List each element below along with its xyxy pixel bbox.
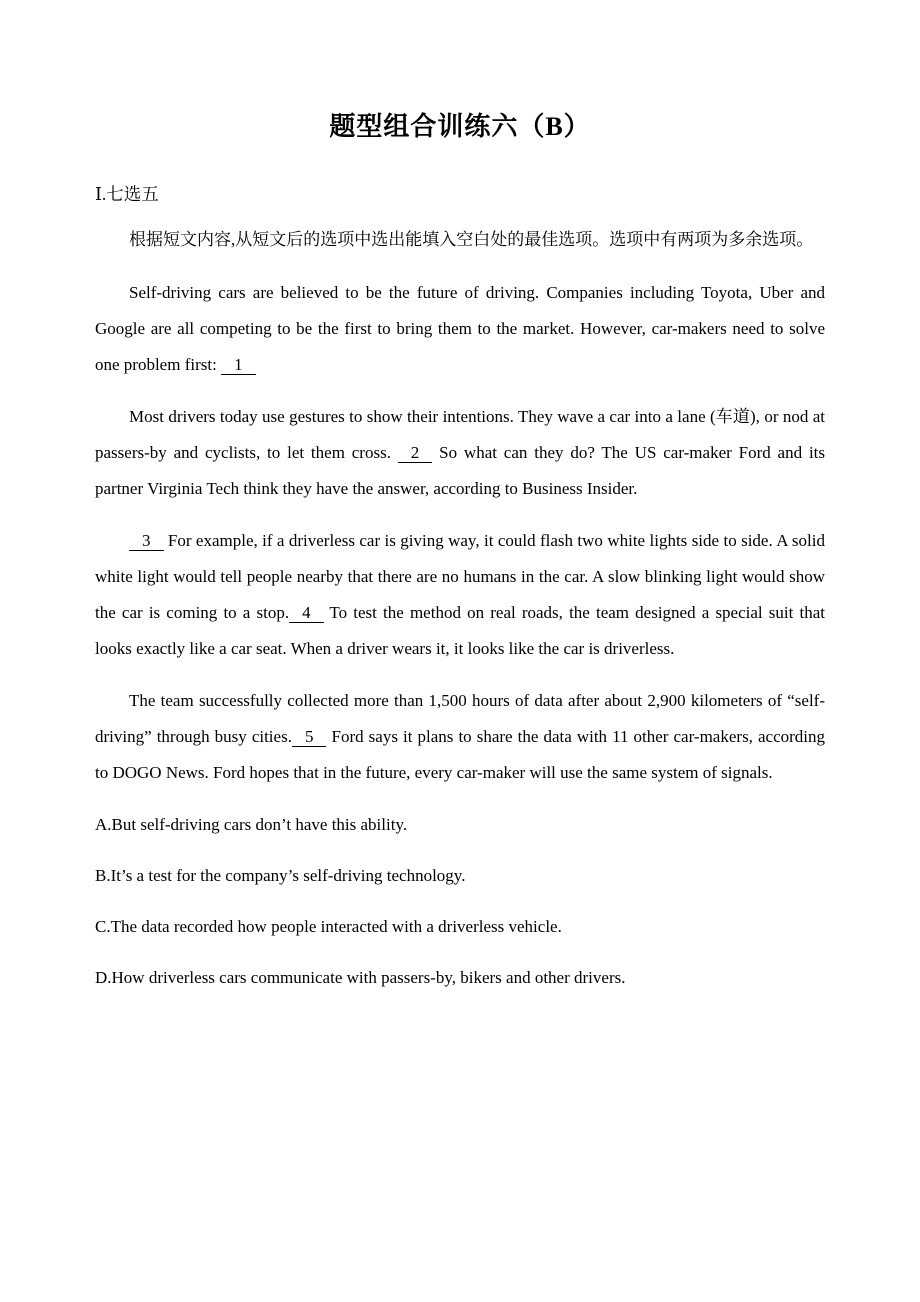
blank-2: 2 [398,443,433,463]
passage-paragraph-2 [95,399,825,507]
paragraph-text: Most drivers today use gestures to show their intentions. They wave a car into a lane (车道), or nod at passers-by and cyclists, to let them cross. [95,407,825,462]
passage-paragraph-4 [95,683,825,791]
passage-paragraph-1 [95,275,825,383]
paragraph-text: For example, if a driverless car is giving way, it could flash two white lights side to side. A solid white light would tell people nearby that there are no humans in the car. A slow blinking light would show the car is coming to a stop. [95,531,825,622]
paragraph-text: Self-driving cars are believed to be the future of driving. Companies including Toyota, Uber and Google are all competing to be the first to bring them to the market. However, car-makers need to solve one problem first: [95,283,825,374]
option-a: A.But self-driving cars don’t have this ability. [95,815,408,834]
passage-paragraph-3 [95,523,825,667]
paragraph-text: So what can they do? The US car-maker Ford and its partner Virginia Tech think they have the answer, according to Business Insider. [95,443,826,498]
paragraph-text: The team successfully collected more than 1,500 hours of data after about 2,900 kilometers of “self-driving” through busy cities. [95,691,825,746]
blank-3: 3 [129,531,164,551]
instructions-text: 根据短文内容,从短文后的选项中选出能填入空白处的最佳选项。选项中有两项为多余选项。 [129,230,814,249]
paragraph-text: To test the method on real roads, the team designed a special suit that looks exactly like a car seat. When a driver wears it, it looks like the car is driverless. [95,603,825,658]
section-heading: Ⅰ.七选五 [95,184,159,204]
blank-5: 5 [292,727,327,747]
blank-1: 1 [221,355,256,375]
option-d: D.How driverless cars communicate with passers-by, bikers and other drivers. [95,968,626,987]
option-c: C.The data recorded how people interacted with a driverless vehicle. [95,917,562,936]
blank-4: 4 [289,603,324,623]
document-title: 题型组合训练六（B） [329,112,591,141]
option-b: B.It’s a test for the company’s self-driving technology. [95,866,466,885]
paragraph-text: Ford says it plans to share the data with 11 other car-makers, according to DOGO News. Ford hopes that in the future, every car-maker will use the same system of signals. [95,727,826,782]
